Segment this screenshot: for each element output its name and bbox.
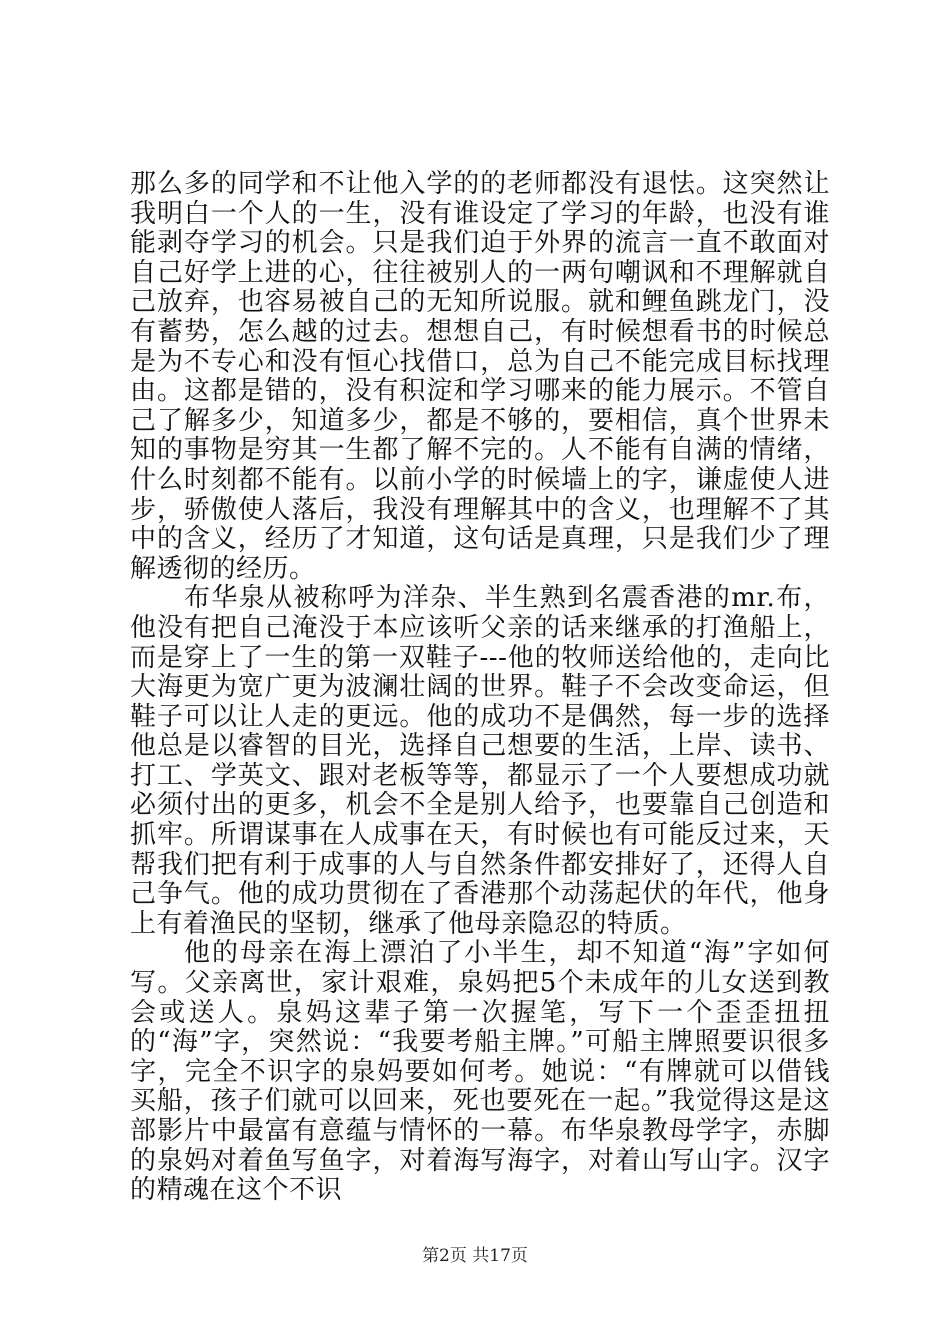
paragraph-1: 那么多的同学和不让他入学的的老师都没有退怯。这突然让我明白一个人的一生，没有谁设定了学习的年龄，也没有谁能剥夺学习的机会。只是我们迫于外界的流言一直不敢面对自己好学上进的心，往往被别人的一两句嘲讽和不理解就自己放弃，也容易被自己的无知所说服。就和鲤鱼跳龙门，没有蓄势，怎么越的过去。想想自己，有时候想看书的时候总是为不专心和没有恒心找借口，总为自己不能完成目标找理由。这都是错的，没有积淀和学习哪来的能力展示。不管自己了解多少，知道多少，都是不够的，要相信，真个世界未知的事物是穷其一生都了解不完的。人不能有自满的情绪，什么时刻都不能有。以前小学的时候墙上的字，谦虚使人进步，骄傲使人落后，我没有理解其中的含义，也理解不了其中的含义，经历了才知道，这句话是真理，只是我们少了理解透彻的经历。 — [130, 169, 830, 584]
paragraph-2: 布华泉从被称呼为洋杂、半生熟到名震香港的mr.布，他没有把自己淹没于本应该听父亲的话来继承的打渔船上，而是穿上了一生的第一双鞋子---他的牧师送给他的，走向比大海更为宽广更为波澜壮阔的世界。鞋子不会改变命运，但鞋子可以让人走的更远。他的成功不是偶然，每一步的选择他总是以睿智的目光，选择自己想要的生活，上岸、读书、打工、学英文、跟对老板等等，都显示了一个人要想成功就必须付出的更多，机会不全是别人给予，也要靠自己创造和抓牢。所谓谋事在人成事在天，有时候也有可能反过来，天帮我们把有利于成事的人与自然条件都安排好了，还得人自己争气。他的成功贯彻在了香港那个动荡起伏的年代，他身上有着渔民的坚韧，继承了他母亲隐忍的特质。 — [130, 583, 830, 939]
body-text — [130, 170, 830, 1206]
page-footer: 第2页 共17页 — [422, 1246, 528, 1266]
paragraph-3: 他的母亲在海上漂泊了小半生，却不知道“海”字如何写。父亲离世，家计艰难，泉妈把5个未成年的儿女送到教会或送人。泉妈这辈子第一次握笔，写下一个歪歪扭扭的“海”字，突然说：“我要考船主牌。”可船主牌照要识很多字，完全不识字的泉妈要如何考。她说：“有牌就可以借钱买船，孩子们就可以回来，死也要死在一起。”我觉得这是这部影片中最富有意蕴与情怀的一幕。布华泉教母学字，赤脚的泉妈对着鱼写鱼字，对着海写海字，对着山写山字。汉字的精魂在这个不识 — [130, 938, 830, 1206]
